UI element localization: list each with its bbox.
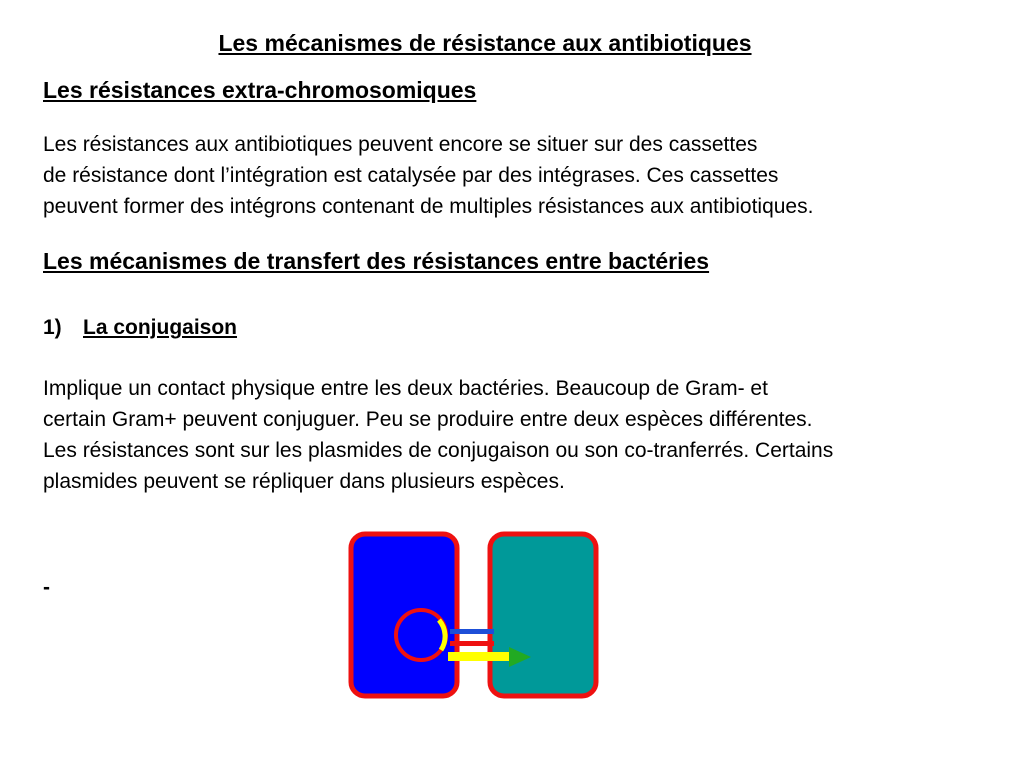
transfer-arrow-shaft — [448, 652, 510, 661]
list-number: 1) — [43, 316, 62, 339]
text-line: plasmides peuvent se répliquer dans plusieurs espèces. — [43, 470, 565, 493]
pilus-bar — [450, 641, 494, 646]
text-line: certain Gram+ peuvent conjuguer. Peu se produire entre deux espèces différentes. — [43, 408, 813, 431]
bullet-dash: - — [43, 576, 50, 599]
pilus-bar — [450, 629, 494, 634]
recipient-bacterium — [490, 534, 596, 696]
list-label: La conjugaison — [83, 316, 238, 339]
heading-transfer-mechanisms: Les mécanismes de transfert des résistances entre bactéries — [43, 248, 710, 274]
text-line: Implique un contact physique entre les deux bactéries. Beaucoup de Gram- et — [43, 377, 768, 400]
text-line: de résistance dont l’intégration est catalysée par des intégrases. Ces cassettes — [43, 164, 779, 187]
text-line: Les résistances sont sur les plasmides de conjugaison ou son co-tranferrés. Certains — [43, 439, 834, 462]
text-line: peuvent former des intégrons contenant de multiples résistances aux antibiotiques. — [43, 195, 814, 218]
text-line: Les résistances aux antibiotiques peuvent encore se situer sur des cassettes — [43, 133, 758, 156]
page-title: Les mécanismes de résistance aux antibiotiques — [218, 30, 752, 56]
heading-extra-chromosomal: Les résistances extra-chromosomiques — [43, 77, 477, 103]
